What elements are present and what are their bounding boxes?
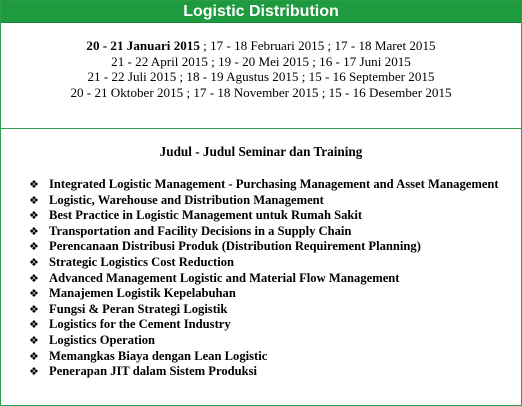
diamond-bullet-icon: ❖ [29,255,39,269]
diamond-bullet-icon: ❖ [29,302,39,316]
list-item [29,239,501,255]
diamond-bullet-icon: ❖ [29,224,39,238]
list-item-label: Manajemen Logistik Kepelabuhan [49,286,236,301]
date-line-2: 21 - 22 April 2015 ; 19 - 20 Mei 2015 ; 16 - 17 Juni 2015 [111,53,411,69]
list-item-label: Perencanaan Distribusi Produk (Distribution Requirement Planning) [49,239,421,254]
diamond-bullet-icon: ❖ [29,240,39,254]
list-item [29,349,501,365]
list-item [29,193,501,209]
list-item-label: Logistic, Warehouse and Distribution Management [49,192,324,207]
list-item-label: Fungsi & Peran Strategi Logistik [49,301,228,316]
diamond-bullet-icon: ❖ [29,318,39,332]
diamond-bullet-icon: ❖ [29,333,39,347]
list-item [29,302,501,318]
date-line-1 [1,38,521,54]
diamond-bullet-icon: ❖ [29,365,39,379]
diamond-bullet-icon: ❖ [29,271,39,285]
date-line-3: 21 - 22 Juli 2015 ; 18 - 19 Agustus 2015 ; 15 - 16 September 2015 [87,69,435,85]
list-item [29,317,501,333]
list-item-label: Penerapan JIT dalam Sistem Produksi [49,364,258,379]
diamond-bullet-icon: ❖ [29,209,39,223]
list-item [29,333,501,349]
diamond-bullet-icon: ❖ [29,349,39,363]
list-item-label: Logistics Operation [49,332,155,347]
list-item-label: Transportation and Facility Decisions in a Supply Chain [49,223,352,238]
list-item [29,177,501,193]
section-title: Judul - Judul Seminar dan Training [159,144,363,159]
list-item [29,271,501,287]
list-item-label: Integrated Logistic Management - Purchasing Management and Asset Management [49,177,499,191]
date-line-1-rest: ; 17 - 18 Februari 2015 ; 17 - 18 Maret 2015 [199,38,436,53]
list-item-label: Advanced Management Logistic and Material Flow Management [49,270,400,285]
list-item [29,364,501,380]
list-item [29,286,501,302]
section-divider [1,128,521,129]
list-item-label: Best Practice in Logistic Management untuk Rumah Sakit [49,208,363,223]
diamond-bullet-icon: ❖ [29,193,39,207]
schedule-dates [1,23,521,128]
list-item-label: Strategic Logistics Cost Reduction [49,254,235,269]
list-item [29,224,501,240]
date-highlight: 20 - 21 Januari 2015 [86,38,200,53]
date-line-4: 20 - 21 Oktober 2015 ; 17 - 18 November 2015 ; 15 - 16 Desember 2015 [70,84,452,100]
panel-title: Logistic Distribution [183,3,339,20]
training-list [1,177,521,380]
panel-header [1,1,521,23]
diamond-bullet-icon: ❖ [29,287,39,301]
list-item-label: Memangkas Biaya dengan Lean Logistic [49,348,268,363]
list-item-label: Logistics for the Cement Industry [49,317,231,332]
list-item [29,255,501,271]
diamond-bullet-icon: ❖ [29,178,39,191]
list-item [29,208,501,224]
